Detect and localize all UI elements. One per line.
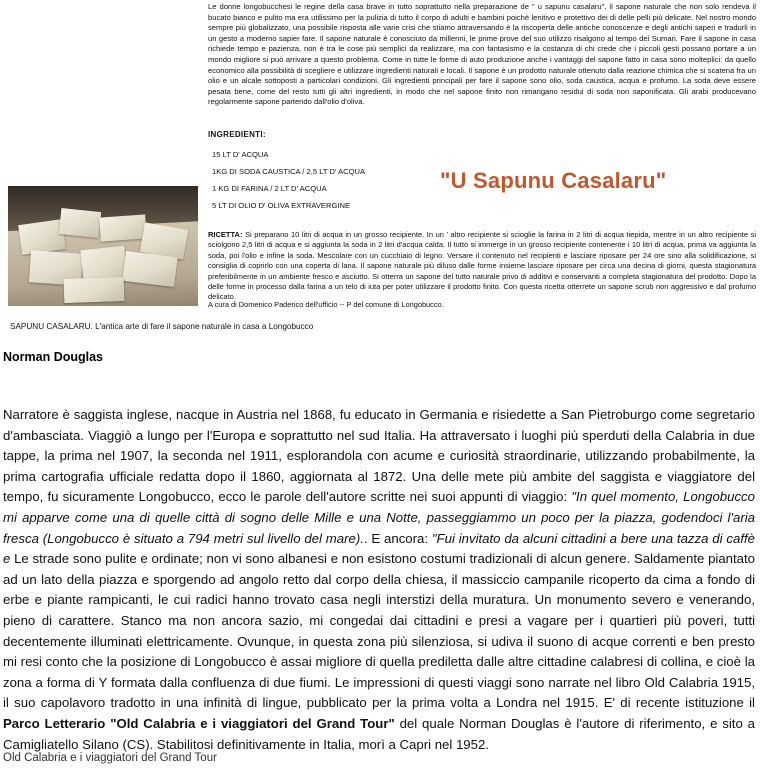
soap-bar: [99, 214, 147, 241]
credit-line: A cura di Domenico Paderico dell'ufficio -- P del comune di Longobucco.: [208, 300, 444, 309]
recipe-paragraph: [208, 230, 756, 303]
list-item: 1 KG DI FARINA / 2 LT D' ACQUA: [212, 184, 327, 193]
soap-title: "U Sapunu Casalaru": [440, 168, 667, 193]
list-item: 5 LT DI OLIO D' OLIVA EXTRAVERGINE: [212, 201, 351, 210]
body-quote-two-cont: Le strade sono pulite e ordinate; non vi sono albanesi e non esistono costumi tradizionali di alcun genere. Saldamente piantato ad un lato della piazza e sporgendo ad angolo retto dal corpo della chiesa, il massiccio campanile ricoperto da cima a fondo di erbe e piante rampicanti, le cui radici hanno trovato casa negli interstizi della muratura. Un monumento severo e venerando, pieno di carattere. Stanco ma non ancora sazio, mi congedai dai cittadini e presi a vagare per i quartieri più poveri, tutti decentemente illuminati elettricamente. Ovunque, in questa zona più silenziosa, si udiva il suono di acque correnti e ben presto mi resi conto che la posizione di Longobucco è assai migliore di quella prediletta dalle altre cittadine calabresi di collina, e cioè la zona a forma di Y formata dalla confluenza di due fiumi. Le impressioni di questi viaggi sono narrate nel libro Old Calabria 1915, il suo capolavoro tradotto in una infinità di lingue, pubblicato per la prima volta a Londra nel 1915. E' di recente istituzione il: [3, 551, 755, 711]
body-paragraph-intro: Narratore è saggista inglese, nacque in Austria nel 1868, fu educato in Germania e risiedette a San Pietroburgo come segretario d'ambasciata. Viaggiò a lungo per l'Europa e soprattutto nel sud Italia. Ha attraversato i luoghi più sperduti della Calabria in due tappe, la prima nel 1907, la seconda nel 1911, esplorandola con acume e curiosità straordinarie, utilizzando probabilmente, la prima cartografia ufficiale redatta dopo il 1860, aggiornata al 1872. Una delle mete più ambite del saggista e viaggiatore del tempo, fu sicuramente Longobucco, ecco le parole dell'autore scritte nei suoi appunti di viaggio:: [3, 407, 755, 505]
soap-bar: [122, 251, 177, 287]
body-quote-one: "In quel momento, Longobucco mi apparve come una di quelle città di sogno delle Mille e una Notte, passeggiammo un poco per la piazza, godendoci l'aria fresca (Longobucco è situato a 794 metri sul livello del mare).: [3, 489, 755, 546]
body-bold-park-name-part1: viaggiatori del Grand Tour": [220, 715, 395, 731]
footer-caption: Old Calabria e i viaggiatori del Grand Tour: [3, 752, 217, 764]
soap-bars-photo: [8, 186, 198, 306]
soap-bar: [59, 208, 101, 238]
recipe-body: Si preparano 10 litri di acqua in un grosso recipiente. In un ' altro recipiente si scioglie la farina in 2 litri di acqua tiepida, mentre in un altro recipiente si sciolgono 2,5 litri di acqua e si aggiunta la soda in 2 litri d'acqua calda. Il tutto si immerge in un grosso recipiente contenente i 10 litri di acqua, prima va aggiunta la soda, poi l'olio e infine la soda. Mescolare con un cucchiaio di legno. Versare il contenuto nel recipienti e lasciare riposare per 24 ore sino alla solidificazione, si consiglia di coprirlo con una coperta di lana. Il sapone naturale più diluso dalle forme insieme lasciare riposare per circa una decina di giorni, questa stagionatura preferibilmente in un ambiente fresco e asciutto. Si otterra un sapone del tutto naturale privo di additivi e conservanti a completa stagionatura del prodotto. Dopo la delle forme in processo dalla farina a un telo di iuta per poter utilizzare il prodotto finito. Con questa ricetta otterrete un sapone scrub non aggressivo e dal profumo delicato.: [208, 230, 756, 302]
ingredients-list: [212, 146, 442, 214]
page-title: Norman Douglas: [3, 350, 104, 364]
list-item: 15 LT D' ACQUA: [212, 150, 269, 159]
ingredients-heading: INGREDIENTI:: [208, 130, 266, 139]
soap-bar: [64, 277, 125, 303]
body-paragraph-tail: del quale Norman Douglas è l'autore di riferimento, e sito a Camigliatello Silano (CS). Stabilitosi definitivamente in Italia, morì a Capri nel 1952.: [3, 715, 755, 752]
list-item: 1KG DI SODA CAUSTICA / 2,5 LT D' ACQUA: [212, 167, 366, 176]
soap-article-block: [0, 0, 760, 340]
soap-intro-paragraph: Le donne longobucchesi le regine della casa brave in tutto soprattutto nella preparazione de " u sapunu casalaru", il sapone naturale che non solo rendeva il bucato bianco e pulito ma era utilissimo per la pulizia di tutto il corpo di adulti e bambini poichè lenitivo e protettivo dei di delle pelli più delicate. Nel nostro mondo sempre più globalizzato, una possibile risposta alle varie crisi che stiamo attraversando è la riscoperta delle antiche conoscenze e degli antichi saperi e tradurli in un gesto a moderno sapier fare. Il sapone naturale è conosciuto da millenni, le prime prove del suo utilizzo risalgono al tempo dei Sumari. Fare il sapone in casa richiede tempo e pazienza, non è tra le cose più semplici da realizzare, ma con fantasismo e la costanza di chi crede che i piccoli gesti possano portare a un mondo migliore si può arrivare a questo problema. Come in tutte le forme di auto produzione anche i vantaggi del sapone fatto in casa sono molteplici: da quello economico alla possibilità di scegliere e utilizzare ingredienti naturali e locali. Il sapone è un prodotto naturale ottenuto dalla reazione chimica che si scatena fra un olio e un alcale sottoposti a particolari condizioni. Gli ingredienti principali per fare il sapone sono olio, soda caustica, acqua e profumo. La soda deve essere pesata bene, come del resto tutti gli altri ingredienti, in modo che nel sapone finito non rimangano residui di soda non saponificata. Gli arabi producevano regolarmente sapone partendo dall'olio d'oliva.: [208, 2, 756, 107]
recipe-label: RICETTA:: [208, 230, 243, 239]
main-body-text: [3, 405, 755, 755]
body-bold-park-name-part2: Parco Letterario "Old Calabria e i: [3, 715, 217, 731]
body-quote-two: "Fui invitato da alcuni cittadini a bere una tazza di caffè e: [3, 530, 755, 567]
photo-caption: SAPUNU CASALARU. L'antica arte di fare il sapone naturale in casa a Longobucco: [10, 322, 314, 331]
body-connector: . E ancora:: [363, 530, 432, 546]
